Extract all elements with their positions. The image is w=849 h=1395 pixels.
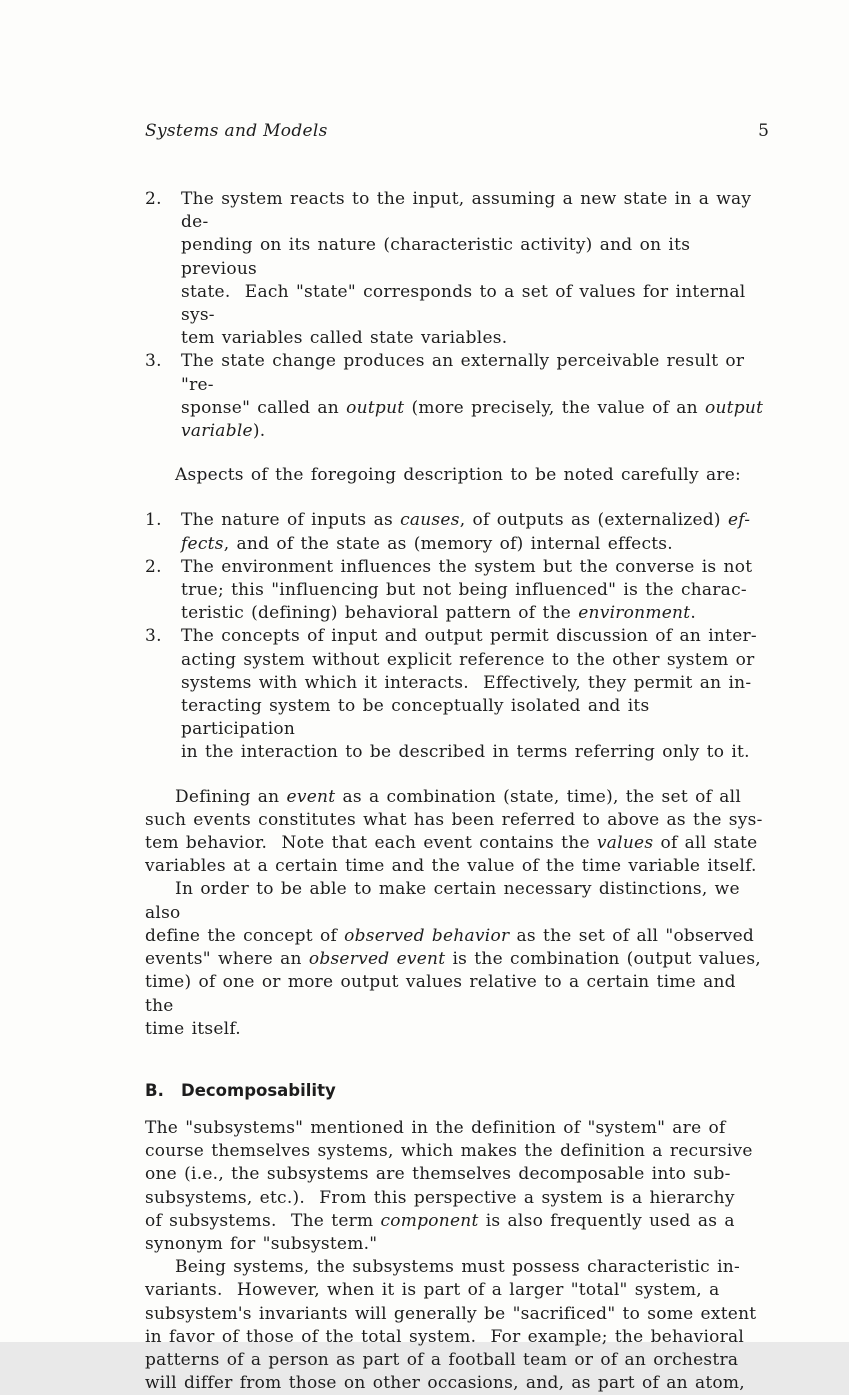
numbered-list-aspects: [145, 509, 769, 764]
running-header: [145, 120, 769, 143]
list-item-text: The concepts of input and output permit discussion of an inter- acting system without explicit reference to the other system or systems with which it interacts. Effectively, they permit an in- teracting system to be conceptually isolated and its participation in the interaction to be described in terms referring only to it.: [181, 626, 757, 763]
list-item-text: The system reacts to the input, assuming a new state in a way de- pending on its nature (characteristic activity) and on its previous state. Each "state" corresponds to a set of values for internal sys- tem variables called state variables.: [181, 189, 752, 349]
section-heading-decomposability: [145, 1079, 769, 1103]
list-item-text: The state change produces an externally perceivable result or "re- sponse" called an output (more precisely, the value of an output variable).: [181, 351, 764, 442]
list-item-number: 3.: [145, 351, 162, 372]
list-item: [145, 509, 769, 555]
list-item-number: 2.: [145, 189, 162, 209]
list-item-number: 2.: [145, 556, 162, 577]
list-item: [145, 625, 769, 764]
list-item: [145, 188, 769, 350]
list-item-number: 3.: [145, 626, 162, 647]
running-head-title: Systems and Models: [145, 121, 328, 141]
paragraph-observed-behavior: In order to be able to make certain necessary distinctions, we also define the concept of observed behavior as the set of all "observed events" where an observed event is the combination (output values, time) of one or more output values relative to a certain time and the time itself.: [145, 879, 761, 1039]
list-item-text: The nature of inputs as causes, of outputs as (externalized) ef- fects, and of the state as (memory of) internal effects.: [181, 510, 751, 554]
paragraph-subsystems: The "subsystems" mentioned in the definition of "system" are of course themselves systems, which makes the definition a recursive one (i.e., the subsystems are themselves decomposable into sub- subsystems, etc.). From this perspective a system is a hierarchy of subsystems. The term component is also frequently used as a synonym for "subsystem.": [145, 1117, 753, 1254]
section-title: Decomposability: [181, 1080, 336, 1100]
numbered-list-description: [145, 188, 769, 443]
page-number: 5: [758, 121, 769, 141]
page-content: [145, 120, 769, 1395]
list-item: [145, 556, 769, 626]
paragraph-being-systems: Being systems, the subsystems must possess characteristic in- variants. However, when it is part of a larger "total" system, a subsystem's invariants will generally be "sacrificed" to some extent in favor of those of the total system. For example; the behavioral patterns of a person as part of a football team or of an orchestra will differ from those on other occasions, and, as part of an atom,: [145, 1257, 757, 1394]
list-item: [145, 350, 769, 443]
paragraph-defining-event: Defining an event as a combination (state, time), the set of all such events constitutes what has been referred to above as the sys- tem behavior. Note that each event contains the values of all state variables at a certain time and the value of the time variable itself.: [145, 786, 763, 877]
list-item-number: 1.: [145, 510, 162, 531]
list-item-text: The environment influences the system but the converse is not true; this "influencing but not being influenced" is the charac- teristic (defining) behavioral pattern of the environment.: [181, 556, 753, 624]
section-label: B.: [145, 1080, 164, 1100]
paragraph-aspects: Aspects of the foregoing description to be noted carefully are:: [175, 465, 742, 486]
